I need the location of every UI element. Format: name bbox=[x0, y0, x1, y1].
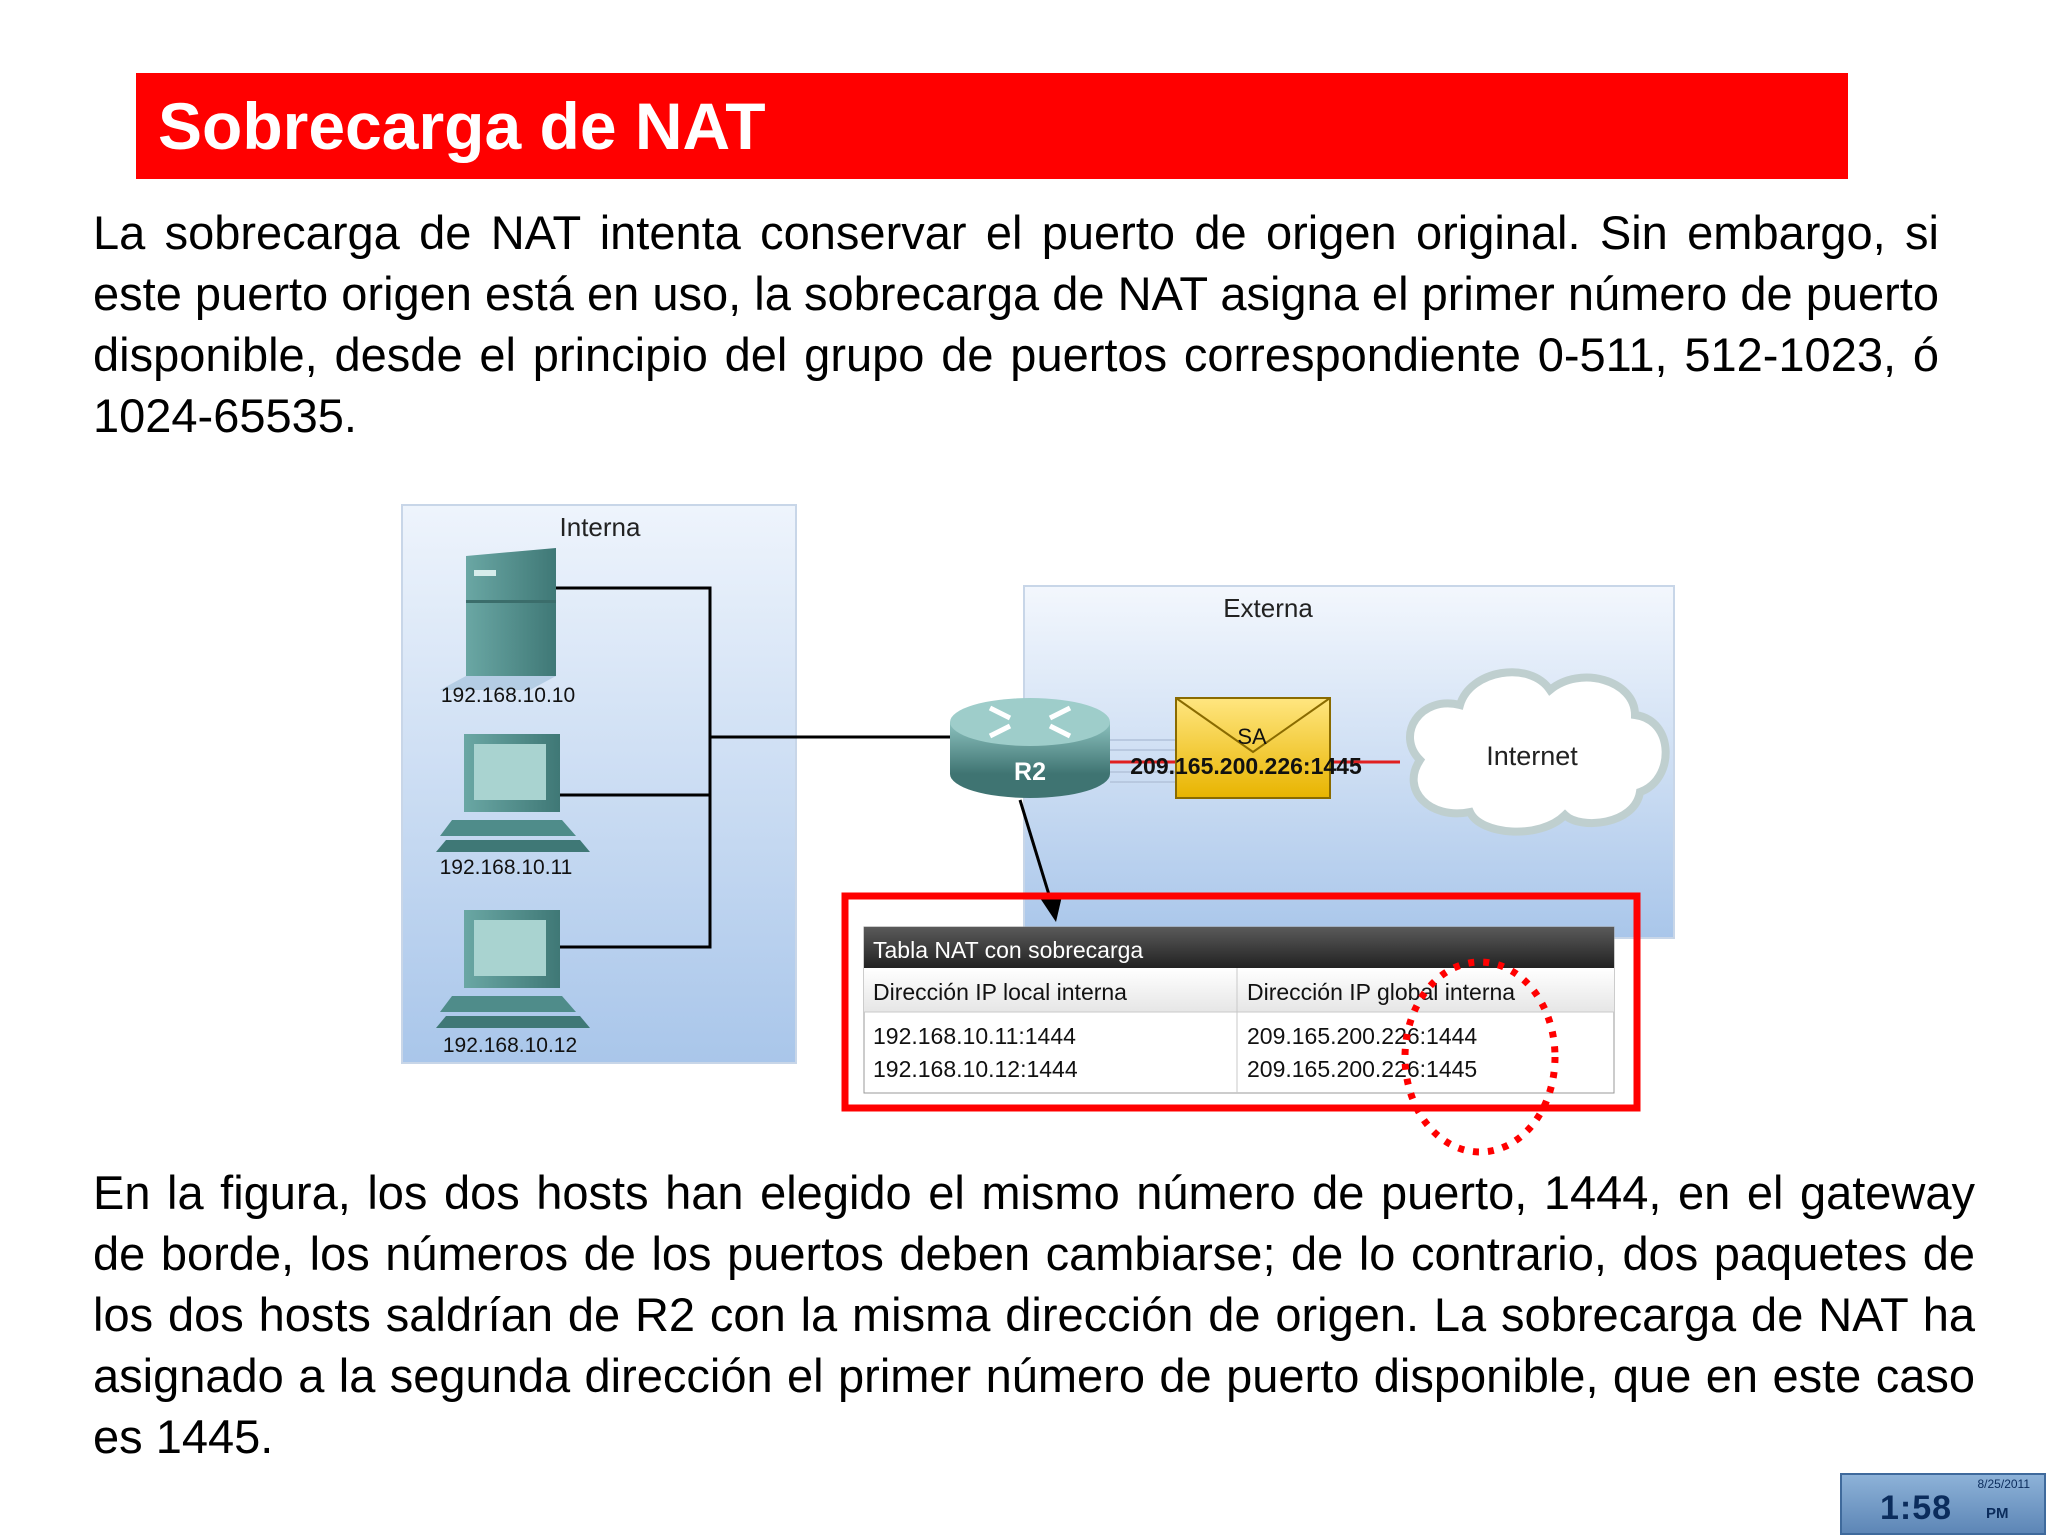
clock-ampm: PM bbox=[1986, 1505, 2009, 1522]
explanation-paragraph: En la figura, los dos hosts han elegido el mismo número de puerto, 1444, en el gateway de borde, los números de los puertos deben cambiarse; de lo contrario, dos paquetes de los dos hosts saldrían de R2 con la misma dirección de origen. La sobrecarga de NAT ha asignado a la segunda dirección el primer número de puerto disponible, que en este caso es 1445. bbox=[93, 1166, 1975, 1463]
intro-paragraph: La sobrecarga de NAT intenta conservar el puerto de origen original. Sin embargo, si este puerto origen está en uso, la sobrecarga de NAT asigna el primer número de puerto disponible, desde el principio del grupo de puertos correspondiente 0-511, 512-1023, ó 1024-65535. bbox=[93, 206, 1939, 442]
nat-table-title: Tabla NAT con sobrecarga bbox=[873, 937, 1144, 963]
host-ip-1: 192.168.10.10 bbox=[440, 684, 576, 707]
packet-address: 209.165.200.226:1445 bbox=[1130, 753, 1362, 779]
nat-cell-global-2: 209.165.200.226:1445 bbox=[1247, 1056, 1478, 1082]
nat-cell-local-1: 192.168.10.11:1444 bbox=[873, 1023, 1076, 1049]
nat-cell-local-2: 192.168.10.12:1444 bbox=[873, 1056, 1078, 1082]
host-ip-3: 192.168.10.12 bbox=[442, 1034, 578, 1057]
cloud-label: Internet bbox=[1486, 741, 1578, 771]
inside-zone-label: Interna bbox=[559, 512, 641, 542]
nat-header-local: Dirección IP local interna bbox=[873, 979, 1127, 1005]
clock-date: 8/25/2011 bbox=[1977, 1477, 2030, 1491]
host-ip-2: 192.168.10.11 bbox=[439, 856, 573, 879]
slide-title: Sobrecarga de NAT bbox=[158, 89, 766, 163]
taskbar-clock[interactable] bbox=[1840, 1473, 2046, 1535]
packet-label: SA bbox=[1237, 724, 1267, 749]
outside-zone-label: Externa bbox=[1223, 593, 1313, 623]
router-label: R2 bbox=[1014, 758, 1046, 786]
nat-header-global: Dirección IP global interna bbox=[1247, 979, 1516, 1005]
nat-cell-global-1: 209.165.200.226:1444 bbox=[1247, 1023, 1478, 1049]
clock-time: 1:58 bbox=[1880, 1489, 1953, 1527]
